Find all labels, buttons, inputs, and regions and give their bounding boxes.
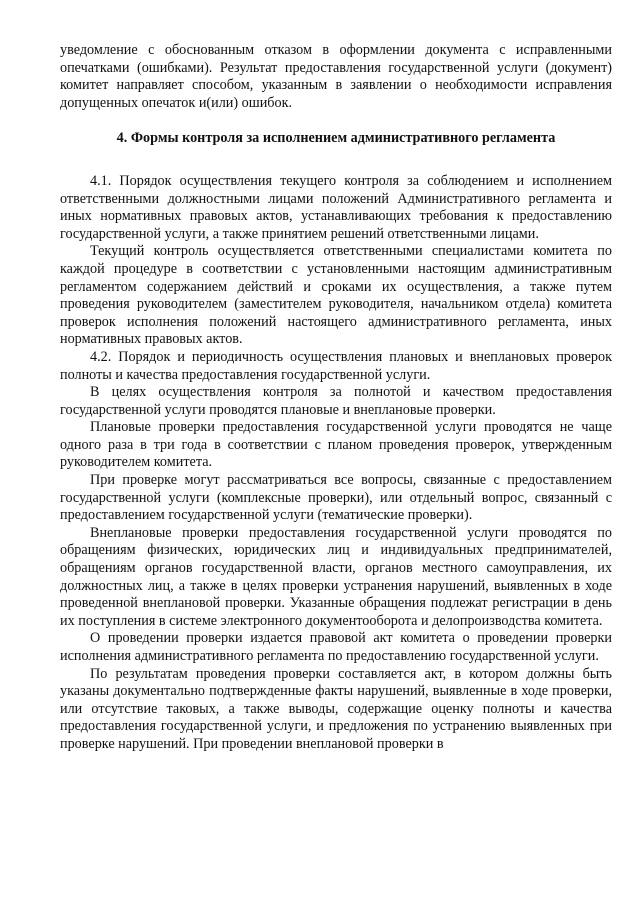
paragraph-control-purpose: В целях осуществления контроля за полнотой и качеством предоставления государственной услуги проводятся плановые и внеплановые проверки. (60, 384, 612, 418)
paragraph-4-1: 4.1. Порядок осуществления текущего контроля за соблюдением и исполнением ответственными должностными лицами положений Административного регламента и иных нормативных правовых актов, устанавливающих требования к предоставлению государственной услуги, а также принятием решений ответственными лицами. (60, 172, 612, 242)
paragraph-continuation: уведомление с обоснованным отказом в оформлении документа с исправленными опечатками (ошибками). Результат предоставления государственной услуги (документ) комитет направляет способом, указанным в заявлении о необходимости исправления допущенных опечаток и(или) ошибок. (60, 42, 612, 111)
paragraph-check-scope: При проверке могут рассматриваться все вопросы, связанные с предоставлением государственной услуги (комплексные проверки), или отдельный вопрос, связанный с предоставлением государственной услуги (тематические проверки). (60, 472, 612, 524)
document-page (60, 42, 612, 754)
paragraph-unplanned-checks: Внеплановые проверки предоставления государственной услуги проводятся по обращениям физических, юридических лиц и индивидуальных предпринимателей, обращениям органов государственной власти, органов местного самоуправления, их должностных лиц, а также в целях проверки устранения нарушений, выявленных в ходе проведенной внеплановой проверки. Указанные обращения подлежат регистрации в день их поступления в системе электронного документооборота и делопроизводства комитета. (60, 524, 612, 629)
paragraph-legal-act: О проведении проверки издается правовой акт комитета о проведении проверки исполнения административного регламента по предоставлению государственной услуги. (60, 630, 612, 664)
paragraph-4-2: 4.2. Порядок и периодичность осуществления плановых и внеплановых проверок полноты и качества предоставления государственной услуги. (60, 348, 612, 383)
paragraph-planned-checks: Плановые проверки предоставления государственной услуги проводятся не чаще одного раза в три года в соответствии с планом проведения проверок, утвержденным руководителем комитета. (60, 419, 612, 471)
paragraph-check-results: По результатам проведения проверки составляется акт, в котором должны быть указаны документально подтвержденные факты нарушений, выявленные в ходе проверки, или отсутствие таковых, а также выводы, содержащие оценку полноты и качества предоставления государственной услуги, и предложения по устранению выявленных при проверке нарушений. При проведении внеплановой проверки в (60, 665, 612, 752)
paragraph-current-control: Текущий контроль осуществляется ответственными специалистами комитета по каждой процедуре в соответствии с установленными настоящим административным регламентом содержанием действий и сроками их осуществления, а также путем проведения руководителем (заместителем руководителя, начальником отдела) комитета проверок исполнения положений настоящего административного регламента, иных нормативных правовых актов. (60, 243, 612, 348)
section-heading: 4. Формы контроля за исполнением административного регламента (116, 130, 556, 147)
